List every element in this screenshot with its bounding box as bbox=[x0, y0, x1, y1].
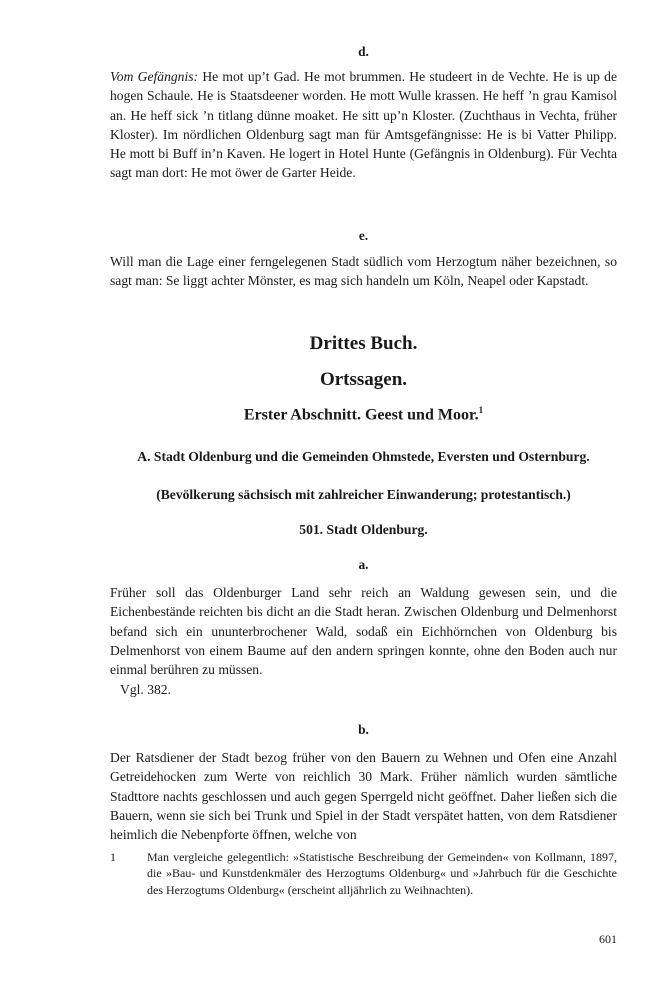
section-d-heading: d. bbox=[358, 44, 369, 59]
section-a-heading: a. bbox=[358, 557, 369, 572]
section-d-lead: Vom Gefängnis: bbox=[110, 69, 199, 84]
population-note: (Bevölkerung sächsisch mit zahlreicher Einwanderung; protestantisch.) bbox=[156, 487, 571, 502]
page-number: 601 bbox=[599, 932, 617, 946]
section-e-heading: e. bbox=[358, 228, 369, 243]
book-title: Drittes Buch. bbox=[309, 333, 418, 354]
cross-reference: Vgl. 382. bbox=[120, 682, 171, 697]
entry-title: 501. Stadt Oldenburg. bbox=[299, 522, 428, 537]
chapter-title bbox=[110, 405, 617, 424]
section-b-heading: b. bbox=[358, 722, 369, 737]
footnote bbox=[110, 849, 617, 898]
section-a-paragraph: Früher soll das Oldenburger Land sehr reich an Waldung gewesen sein, und die Eichenbestände reichten bis dicht an die Stadt heran. Zwischen Oldenburg und Delmenhorst befand sich ein ununterbrochener Wald, sodaß ein Eichhörnchen von Oldenburg bis Delmenhorst von einem Baume auf den andern springen konnte, ohne den Boden auch nur einmal berühren zu müssen. bbox=[110, 585, 617, 678]
section-b-paragraph: Der Ratsdiener der Stadt bezog früher von den Bauern zu Wehnen und Ofen eine Anzahl Getreidehocken zum Werte von reichlich 30 Mark. Früher nämlich wurden sämtliche Stadttore nachts geschlossen und auch gegen Sperrgeld nicht geöffnet. Daher ließen sich die Bauern, wenn sie sich bei Trunk und Spiel in der Stadt verspätet hatten, von dem Ratsdiener heimlich die Nebenpforte öffnen, welche von bbox=[110, 750, 617, 843]
book-subtitle: Ortssagen. bbox=[319, 369, 408, 390]
footnote-text: Man vergleiche gelegentlich: »Statistische Beschreibung der Gemeinden« von Kollmann, 1897, die »Bau- und Kunstdenkmäler des Herzogtums Oldenburg« und »Jahrbuch für die Geschichte des Herzogtums Oldenburg« (erscheint alljährlich zu Weihnachten). bbox=[147, 850, 617, 897]
section-d-paragraph bbox=[110, 67, 617, 183]
part-heading: A. Stadt Oldenburg und die Gemeinden Ohmstede, Eversten und Osternburg. bbox=[137, 449, 590, 464]
footnote-marker: 1 bbox=[478, 405, 484, 415]
section-e-paragraph: Will man die Lage einer ferngelegenen Stadt südlich vom Herzogtum näher bezeichnen, so sagt man: Se liggt achter Mönster, es mag sich handeln um Köln, Neapel oder Kapstadt. bbox=[110, 254, 617, 289]
section-d-text: He mot up’t Gad. He mot brummen. He studeert in de Vechte. He is up de hogen Schaule. He is Staatsdeener worden. He mott Wulle krassen. He heff ’n grau Kamisol an. He heff sick ’n titlang dünne moaket. He sitt up’n Kloster. (Zuchthaus in Vechta, früher Kloster). Im nördlichen Oldenburg sagt man für Amtsgefängnisse: He is bi Vatter Philipp. He mott bi Buff in’n Kaven. He logert in Hotel Hunte (Gefängnis in Oldenburg). Für Vechta sagt man dort: He mot öwer de Garter Heide. bbox=[110, 69, 617, 181]
footnote-number: 1 bbox=[110, 850, 116, 864]
chapter-title-text: Erster Abschnitt. Geest und Moor. bbox=[243, 406, 479, 424]
